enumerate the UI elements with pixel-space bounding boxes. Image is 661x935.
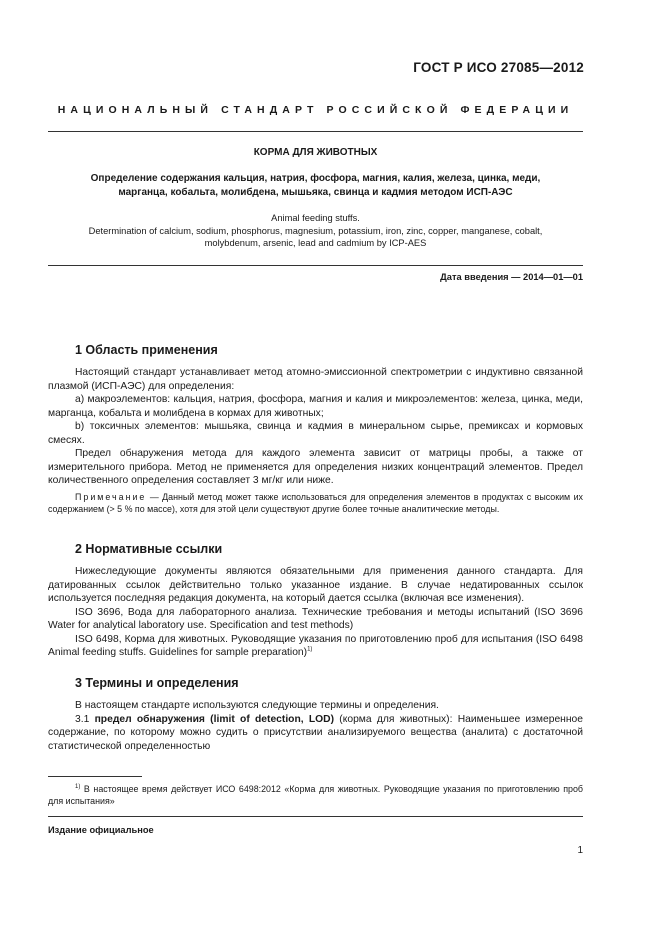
footer-rule [48, 816, 583, 817]
list-item-b: b) токсичных элементов: мышьяка, свинца и кадмия в минеральном сырье, премиксах и кормовых смесях. [48, 421, 583, 446]
title-rule [48, 265, 583, 266]
paragraph: Предел обнаружения метода для каждого элемента зависит от матрицы пробы, а также от измерительного прибора. Метод не применяется для определения низких концентраций элементов. Предел количественного определения составляет 3 мг/кг или ниже. [48, 448, 583, 486]
standard-number: ГОСТ Р ИСО 27085—2012 [413, 60, 584, 75]
term-definition [48, 713, 583, 754]
section-heading-terms: 3 Термины и определения [75, 676, 239, 690]
footnote-ref[interactable]: 1) [307, 646, 313, 653]
reference-iso-6498 [48, 633, 583, 660]
note-text: — Данный метод может также использоваться для определения элементов в продуктах с высоким их содержанием (> 5 % по массе), хотя для этой цели существуют другие более точные аналитические методы. [48, 492, 583, 515]
paragraph: Настоящий стандарт устанавливает метод атомно-эмиссионной спектрометрии с индуктивно связанной плазмой (ИСП-АЭС) для определения: [48, 367, 583, 392]
footnote-text: В настоящее время действует ИСО 6498:2012 «Корма для животных. Руководящие указания по приготовлению проб для испытания» [48, 784, 583, 807]
term-name: предел обнаружения (limit of detection, LOD) [94, 713, 335, 725]
footnote-mark: 1) [75, 784, 81, 791]
subtitle-line: Определение содержания кальция, натрия, фосфора, магния, калия, железа, цинка, меди, [90, 173, 541, 184]
header-rule [48, 131, 583, 132]
reference-text: ISO 6498, Корма для животных. Руководящие указания по приготовлению проб для испытания (ISO 6498 Animal feeding stuffs. Guidelines for sample preparation) [48, 633, 583, 658]
footnote-rule [48, 776, 142, 777]
document-title: КОРМА ДЛЯ ЖИВОТНЫХ [253, 147, 378, 158]
paragraph: В настоящем стандарте используются следующие термины и определения. [75, 700, 439, 711]
note-label: Примечание [75, 492, 147, 502]
term-text: (корма для животных): Наименьшее измеренное содержание, по которому можно судить о присутствии анализируемого вещества (аналита) с достаточной статистической определенностью [48, 713, 583, 752]
subtitle-line: марганца, кобальта, молибдена, мышьяка, свинца и кадмия методом ИСП-АЭС [118, 187, 513, 198]
list-item-a: a) макроэлементов: кальция, натрия, фосфора, магния и калия и микроэлементов: железа, цинка, меди, марганца, кобальта и молибдена в кормах для животных; [48, 394, 583, 419]
english-title-line: Animal feeding stuffs. [271, 213, 360, 223]
section-scope-text [48, 366, 583, 488]
scope-note [48, 491, 583, 516]
section-references-text [48, 565, 583, 660]
footnote [48, 783, 583, 808]
document-subtitle [48, 172, 583, 200]
page-number: 1 [577, 845, 583, 856]
section-heading-references: 2 Нормативные ссылки [75, 542, 223, 556]
paragraph: Нижеследующие документы являются обязательными для применения данного стандарта. Для датированных ссылок действительно только указанное издание. В случае недатированных ссылок используется последняя редакция документа, на который дается ссылка (включая все изменения). [48, 566, 583, 604]
section-heading-scope: 1 Область применения [75, 343, 218, 357]
section-terms-text [48, 699, 583, 753]
reference-iso-3696: ISO 3696, Вода для лабораторного анализа. Технические требования и методы испытаний (ISO 3696 Water for analytical laboratory use. Specification and test methods) [48, 606, 583, 631]
edition-label: Издание официальное [48, 825, 154, 835]
introduction-date: Дата введения — 2014—01—01 [440, 272, 583, 282]
term-number: 3.1 [75, 713, 95, 725]
english-title [48, 212, 583, 250]
english-title-line: Determination of calcium, sodium, phosphorus, magnesium, potassium, iron, zinc, copper, manganese, cobalt, [88, 225, 543, 236]
national-standard-banner: НАЦИОНАЛЬНЫЙ СТАНДАРТ РОССИЙСКОЙ ФЕДЕРАЦИИ [57, 104, 574, 116]
english-title-line: molybdenum, arsenic, lead and cadmium by ICP-AES [204, 238, 427, 249]
